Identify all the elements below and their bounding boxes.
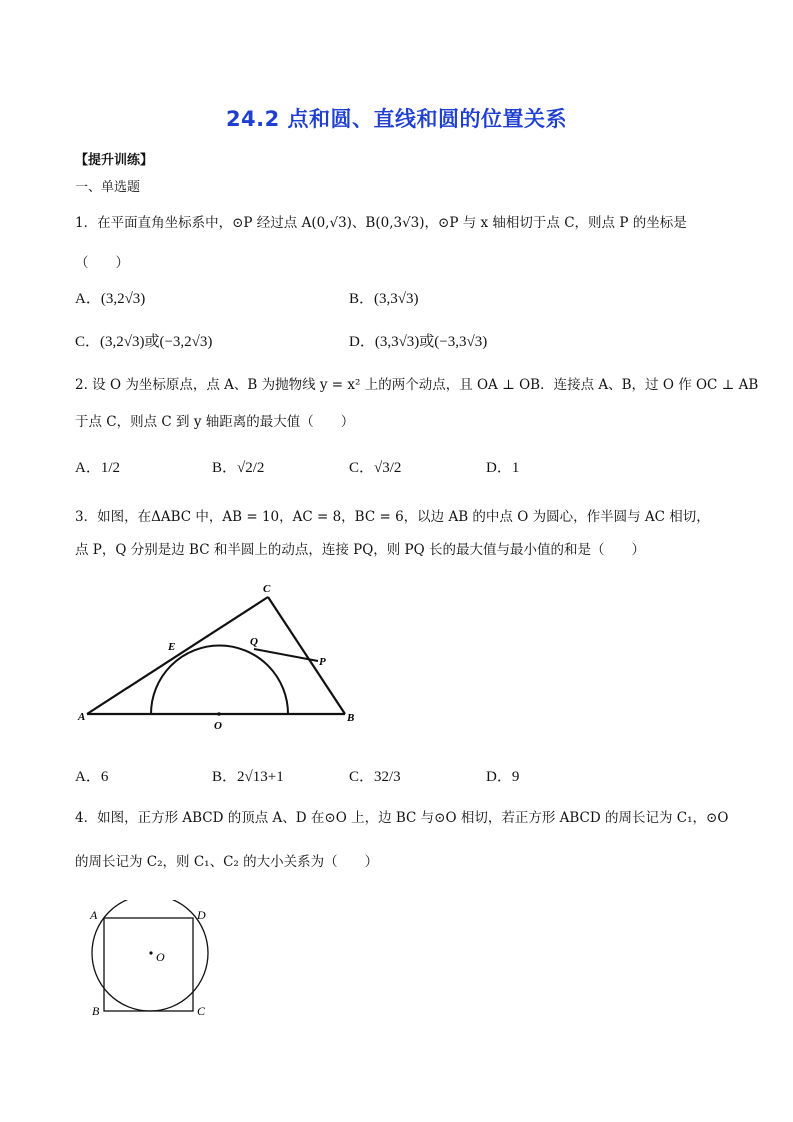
question-3-option-d[interactable]: D．9 xyxy=(486,769,520,785)
question-4-figure xyxy=(85,900,220,1025)
question-3-option-b[interactable]: B．2√13+1 xyxy=(212,769,284,785)
label-o: O xyxy=(156,950,165,964)
label-a: A xyxy=(78,711,86,723)
square-abcd xyxy=(104,918,193,1011)
label-d: D xyxy=(197,908,206,922)
segment-pq xyxy=(254,649,318,661)
question-3-figure xyxy=(70,575,370,735)
label-c: C xyxy=(263,583,271,595)
label-c: C xyxy=(197,1004,206,1018)
question-2-option-d[interactable]: D．1 xyxy=(486,460,520,476)
semicircle xyxy=(151,646,288,715)
label-e: E xyxy=(168,641,176,653)
label-b: B xyxy=(92,1004,100,1018)
question-2-option-b[interactable]: B．√2/2 xyxy=(212,460,265,476)
question-2-option-c[interactable]: C．√3/2 xyxy=(349,460,402,476)
question-4-stem: 4．如图，正方形 ABCD 的顶点 A、D 在⊙O 上，边 BC 与⊙O 相切，若正方形 ABCD 的周长记为 C₁，⊙O xyxy=(75,810,729,826)
question-3-stem-cont: 点 P，Q 分别是边 BC 和半圆上的动点，连接 PQ，则 PQ 长的最大值与最小值的和是（ ） xyxy=(75,542,645,558)
section-tag: 【提升训练】 xyxy=(75,153,154,168)
question-3-option-c[interactable]: C．32/3 xyxy=(349,769,401,785)
question-1-option-a[interactable]: A．(3,2√3) xyxy=(75,291,146,307)
question-3-stem: 3．如图，在ΔABC 中，AB = 10，AC = 8，BC = 6，以边 AB 的中点 O 为圆心，作半圆与 AC 相切， xyxy=(75,509,710,525)
segment-ac xyxy=(87,597,268,714)
circle-o xyxy=(92,900,208,1011)
label-b: B xyxy=(347,712,355,724)
label-o: O xyxy=(214,720,222,732)
question-1-option-b[interactable]: B．(3,3√3) xyxy=(349,291,419,307)
question-1-stem-cont: （ ） xyxy=(75,255,129,271)
question-1-option-d[interactable]: D．(3,3√3)或(−3,3√3) xyxy=(349,334,488,350)
segment-bc xyxy=(268,597,345,714)
question-4-stem-cont: 的周长记为 C₂，则 C₁、C₂ 的大小关系为（ ） xyxy=(75,854,379,870)
question-1-option-c[interactable]: C．(3,2√3)或(−3,2√3) xyxy=(75,334,213,350)
page-title: 24.2 点和圆、直线和圆的位置关系 xyxy=(225,107,568,131)
center-point-o xyxy=(217,712,221,716)
question-2-stem-cont: 于点 C，则点 C 到 y 轴距离的最大值（ ） xyxy=(75,414,355,430)
question-2-stem: 2. 设 O 为坐标原点，点 A、B 为抛物线 y = x² 上的两个动点，且 OA ⊥ OB．连接点 A、B，过 O 作 OC ⊥ AB xyxy=(75,377,759,393)
center-point-o xyxy=(149,951,152,954)
question-1-stem: 1．在平面直角坐标系中，⊙P 经过点 A(0,√3)、B(0,3√3)，⊙P 与 x 轴相切于点 C，则点 P 的坐标是 xyxy=(75,215,687,231)
label-q: Q xyxy=(250,636,258,648)
section-heading: 一、单选题 xyxy=(75,180,141,195)
label-a: A xyxy=(90,908,98,922)
question-2-option-a[interactable]: A．1/2 xyxy=(75,460,121,476)
label-p: P xyxy=(319,656,326,668)
question-3-option-a[interactable]: A．6 xyxy=(75,769,109,785)
